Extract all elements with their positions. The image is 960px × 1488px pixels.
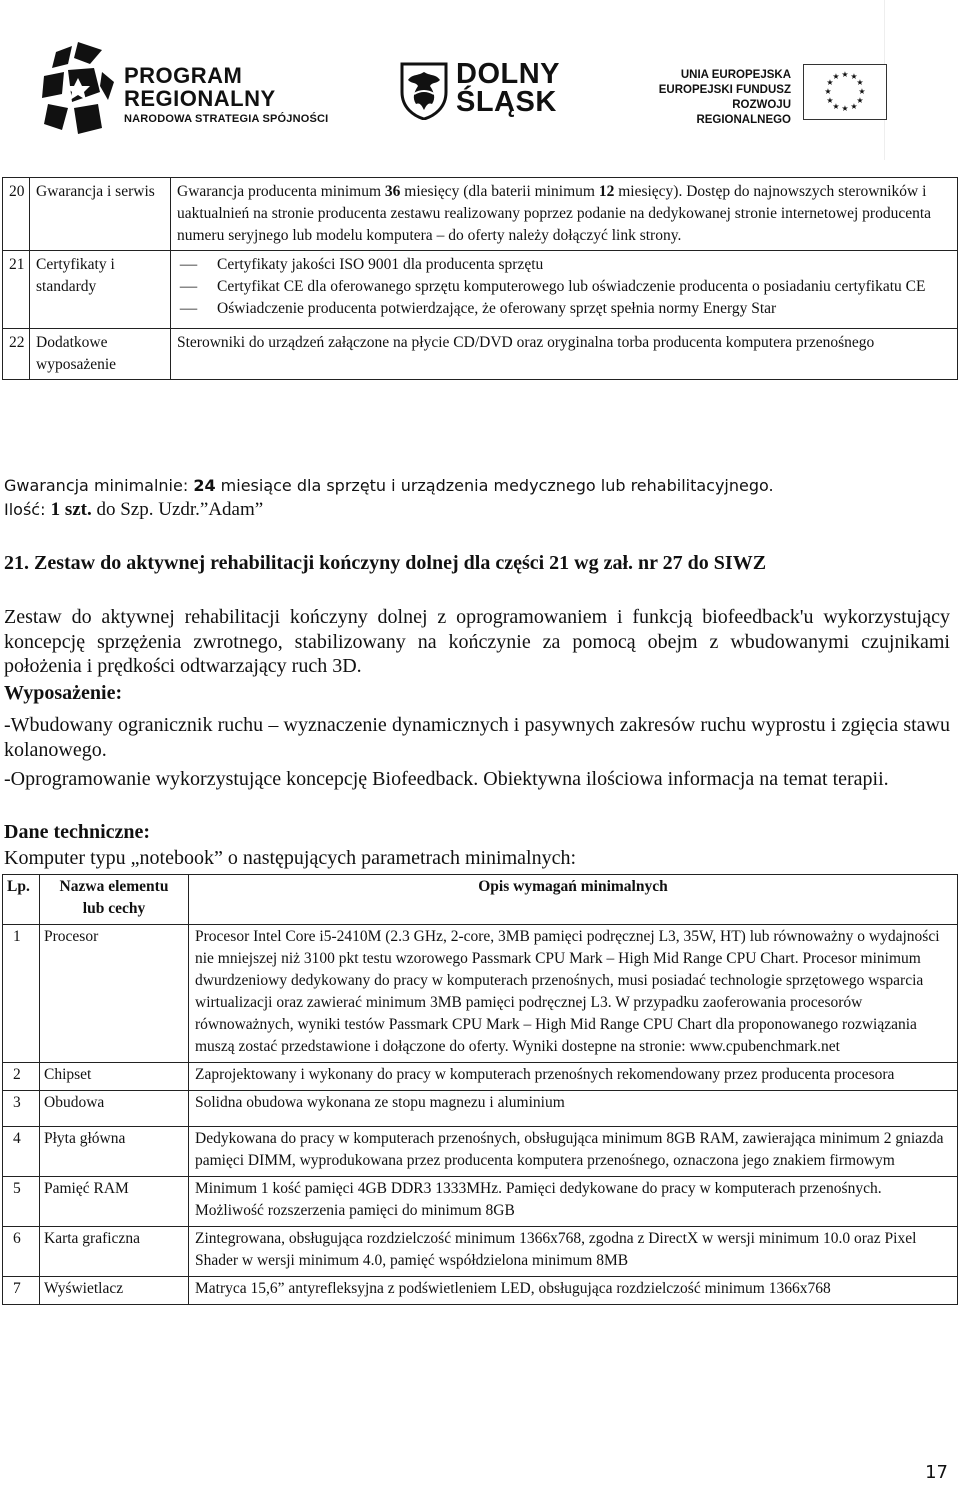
row-name: Obudowa <box>40 1091 189 1127</box>
row-name: Pamięć RAM <box>40 1177 189 1227</box>
row-number: 20 <box>3 178 30 251</box>
row-name: Wyświetlacz <box>40 1277 189 1305</box>
row-description: Solidna obudowa wykonana ze stopu magnezu i aluminium <box>189 1091 958 1127</box>
svg-text:★: ★ <box>850 72 858 81</box>
table-row <box>3 178 958 251</box>
svg-text:★: ★ <box>826 96 834 105</box>
svg-text:★: ★ <box>856 78 864 87</box>
page-number: 17 <box>925 1462 948 1483</box>
row-label: Certyfikaty i standardy <box>30 251 171 329</box>
table-row <box>3 1091 958 1127</box>
computer-spec-table <box>2 874 958 1305</box>
row-description <box>171 251 958 329</box>
row-name: Płyta główna <box>40 1127 189 1177</box>
row-number: 2 <box>3 1063 40 1091</box>
row-description: Zaprojektowany i wykonany do pracy w komputerach przenośnych rekomendowany przez producenta procesora <box>189 1063 958 1091</box>
header-name-line2: lub cechy <box>82 900 146 917</box>
list-item: – Oświadczenie producenta potwierdzające, że oferowany sprzęt spełnia normy Energy Star <box>177 298 951 320</box>
table-header-row <box>3 875 958 925</box>
svg-text:★: ★ <box>856 96 864 105</box>
row-number: 4 <box>3 1127 40 1177</box>
row-description: Minimum 1 kość pamięci 4GB DDR3 1333MHz. Pamięci dedykowane do pracy w komputerach przenośnych. Możliwość rozszerzenia pamięci do minimum 8GB <box>189 1177 958 1227</box>
eu-line2: EUROPEJSKI FUNDUSZ <box>658 84 791 96</box>
text-part: do Szp. Uzdr.”Adam” <box>91 499 264 520</box>
header-description: Opis wymagań minimalnych <box>189 875 958 925</box>
eu-line3: ROZWOJU REGIONALNEGO <box>696 99 791 126</box>
header-name-line1: Nazwa elementu <box>59 878 169 895</box>
svg-text:★: ★ <box>832 72 840 81</box>
table-row <box>3 251 958 329</box>
svg-text:★: ★ <box>850 102 858 111</box>
row-number: 6 <box>3 1227 40 1277</box>
header-lp: Lp. <box>3 875 40 925</box>
quantity-line <box>4 498 950 522</box>
program-regionalny-logo-icon <box>42 42 114 134</box>
eu-flag-icon <box>803 64 887 120</box>
text-part: Gwarancja minimalnie: <box>4 476 194 495</box>
table-row <box>3 329 958 380</box>
svg-text:★: ★ <box>858 87 866 96</box>
table-row <box>3 1227 958 1277</box>
program-line2: REGIONALNY <box>124 86 276 111</box>
section-intro: Zestaw do aktywnej rehabilitacji kończyny dolnej z oprogramowaniem i funkcją biofeedback'u wykorzystujący koncepcję sprzężenia zwrotnego, stabilizowany na kończynie za pomocą obejm z wbudowanymi czujnikami położenia i prędkości odtwarzający ruch 3D. <box>4 606 950 677</box>
row-description: Matryca 15,6” antyrefleksyjna z podświetleniem LED, obsługująca rozdzielczość minimum 1366x768 <box>189 1277 958 1305</box>
row-description: Dedykowana do pracy w komputerach przenośnych, obsługująca minimum 8GB RAM, zawierająca minimum 2 gniazda pamięci DIMM, wyprodukowana przez producenta komputera przenośnego, oznaczona jego znakiem firmowym <box>189 1127 958 1177</box>
row-description: Procesor Intel Core i5-2410M (2.3 GHz, 2-core, 3MB pamięci podręcznej L3, 35W, HT) lub równoważny o wydajności nie mniejszej niż 3100 pkt testu wzorowego Passmark CPU Mark – High Mid Range CPU Chart. Procesor minimum dwurdzeniowy dedykowany do pracy w komputerach przenośnych, musi posiadać technologie sprzętowego wsparcia wirtualizacji oraz zawierać minimum 3MB pamięci podręcznej L3. W przypadku zaoferowania procesorów równoważnych, wyniki testów Passmark CPU Mark – High Mid Range CPU Chart dla proponowanego rozwiązania muszą zostać przedstawione i dołączone do oferty. Wyniki dostepne na stronie: www.cpubenchmark.net <box>189 925 958 1063</box>
tech-heading: Dane techniczne: <box>4 821 151 843</box>
bold-value: 12 <box>598 183 615 200</box>
svg-text:★: ★ <box>841 104 849 113</box>
row-name: Karta graficzna <box>40 1227 189 1277</box>
equipment-item-1: -Wbudowany ogranicznik ruchu – wyznaczenie dynamicznych i pasywnych zakresów ruchu wyprostu i zgięcia stawu kolanowego. <box>4 714 950 761</box>
requirements-table-top <box>2 177 958 380</box>
row-number: 21 <box>3 251 30 329</box>
eu-line1: UNIA EUROPEJSKA <box>680 69 791 81</box>
program-line3: NARODOWA STRATEGIA SPÓJNOŚCI <box>124 113 329 125</box>
row-description: Zintegrowana, obsługująca rozdzielczość minimum 1366x768, zgodna z DirectX w wersji minimum 10.0 oraz Pixel Shader w wersji minimum 4.0, pamięć współdzielona minimum 8MB <box>189 1227 958 1277</box>
row-label: Gwarancja i serwis <box>30 178 171 251</box>
text-part: miesięcy (dla baterii minimum <box>400 183 599 200</box>
certificates-list <box>177 254 951 320</box>
text-part: Ilość: <box>4 500 51 519</box>
row-number: 22 <box>3 329 30 380</box>
text-part: miesiące dla sprzętu i urządzenia medycznego lub rehabilitacyjnego. <box>215 476 774 495</box>
computer-line: Komputer typu „notebook” o następujących parametrach minimalnych: <box>4 847 577 869</box>
header-name <box>40 875 189 925</box>
table-row <box>3 1127 958 1177</box>
table-row <box>3 1063 958 1091</box>
text-part: Gwarancja producenta minimum <box>177 183 385 200</box>
list-item: – Certyfikaty jakości ISO 9001 dla producenta sprzętu <box>177 254 951 276</box>
list-item: – Certyfikat CE dla oferowanego sprzętu komputerowego lub oświadczenie producenta o posiadaniu certyfikatu CE <box>177 276 951 298</box>
guarantee-line <box>4 474 950 498</box>
program-regionalny-text <box>124 64 328 126</box>
dolny-slask-crest-icon <box>400 62 448 120</box>
row-description <box>171 178 958 251</box>
text-part: miesięcy). Dostęp do najnowszych sterowników i uaktualnień na stronie producenta zestawu realizowany poprzez podanie na dedykowanej stronie internetowej producenta numeru seryjnego lub modelu komputera – do oferty należy dołączyć link strony. <box>177 183 932 244</box>
row-number: 1 <box>3 925 40 1063</box>
equipment-heading: Wyposażenie: <box>4 682 123 704</box>
svg-text:★: ★ <box>826 78 834 87</box>
bold-value: 36 <box>384 183 401 200</box>
bold-value: 24 <box>193 476 216 495</box>
logo-header <box>0 0 885 160</box>
table-row <box>3 925 958 1063</box>
row-number: 3 <box>3 1091 40 1127</box>
row-number: 5 <box>3 1177 40 1227</box>
section-title: 21. Zestaw do aktywnej rehabilitacji kończyny dolnej dla części 21 wg zał. nr 27 do SIWZ <box>4 552 767 574</box>
row-label: Dodatkowe wyposażenie <box>30 329 171 380</box>
row-number: 7 <box>3 1277 40 1305</box>
dolny-slask-text <box>456 60 560 116</box>
program-line1: PROGRAM <box>124 63 243 88</box>
svg-text:★: ★ <box>824 87 832 96</box>
svg-text:★: ★ <box>832 102 840 111</box>
table-row <box>3 1177 958 1227</box>
dolny-line2: ŚLĄSK <box>456 86 557 118</box>
eu-text <box>645 68 791 128</box>
dolny-line1: DOLNY <box>456 58 560 90</box>
table-row <box>3 1277 958 1305</box>
bold-value: 1 szt. <box>50 499 92 520</box>
equipment-item-2: -Oprogramowanie wykorzystujące koncepcję Biofeedback. Obiektywna ilościowa informacja na temat terapii. <box>4 768 889 790</box>
row-name: Chipset <box>40 1063 189 1091</box>
row-name: Procesor <box>40 925 189 1063</box>
svg-text:★: ★ <box>841 70 849 79</box>
row-description: Sterowniki do urządzeń załączone na płycie CD/DVD oraz oryginalna torba producenta komputera przenośnego <box>171 329 958 380</box>
